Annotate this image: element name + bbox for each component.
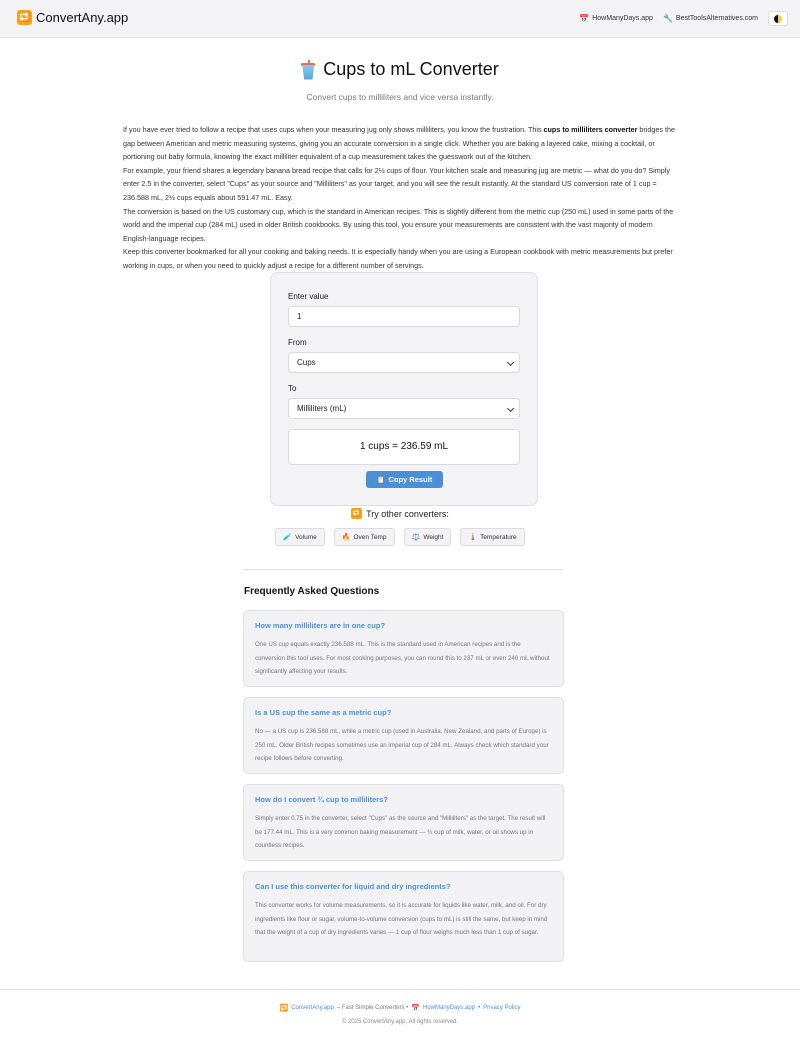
footer-link-howmanydays[interactable]: HowManyDays.app [423,1005,476,1011]
from-selected-value: Cups [297,358,316,367]
chip-label: Volume [295,533,317,541]
page-title-row [0,59,800,80]
footer-link-privacy[interactable]: Privacy Policy [483,1005,521,1011]
repeat-icon: 🔁 [352,509,361,517]
intro-text [123,123,680,273]
chevron-down-icon [507,359,514,366]
footer-tagline: – Fast Simple Converters • [336,1005,409,1011]
calendar-icon: 📅 [579,14,590,23]
intro-paragraph-2: For example, your friend shares a legendary banana bread recipe that calls for 2½ cups of flour. Your kitchen scale and measuring jug are metric — what do you do? Simply enter 2.5 in the converter, select "Cups" as your source and "Milliliters" as your target, and you will see the result instantly. At the standard US conversion rate of 1 cup = 236.588 mL, 2½ cups equals about 591.47 mL. Easy. [123,165,670,202]
section-divider [243,569,564,570]
chip-label: Weight [423,533,444,541]
theme-toggle-button[interactable] [768,11,788,26]
faq-answer: No — a US cup is 236.588 mL, while a metric cup (used in Australia, New Zealand, and parts of Europe) is 250 mL. Older British recipes sometimes use an imperial cup of 284 mL. Always check which standard your recipe follows before converting. [255,728,549,762]
wrench-icon: 🔧 [662,14,673,23]
page-subtitle: Convert cups to milliliters and vice versa instantly. [306,92,494,102]
faq-answer: Simply enter 0.75 in the converter, select "Cups" as the source and "Milliliters" as the target. The result will be 177.44 mL. This is a very common baking measurement — ¾ cup of milk, water, or oil shows up in countless recipes. [255,815,546,849]
chevron-down-icon [507,405,514,412]
copy-result-label: Copy Result [388,475,433,484]
faq-heading: Frequently Asked Questions [244,586,380,597]
value-label: Enter value [288,292,329,301]
site-footer [0,989,800,1041]
thermometer-icon: 🌡️ [468,533,478,541]
copy-result-button[interactable] [366,471,443,488]
faq-item [243,784,564,861]
scale-icon: ⚖️ [411,533,421,541]
converter-chip-oven-temp[interactable] [334,528,395,546]
site-logo-text: ConvertAny.app [36,10,129,25]
converter-chip-temperature[interactable] [460,528,524,546]
conversion-result: 1 cups = 236.59 mL [288,429,520,465]
test-tube-icon: 🧪 [283,533,293,541]
other-converters-label: Try other converters: [366,508,449,519]
intro-paragraph-1: If you have ever tried to follow a recipe that uses cups when your measuring jug only shows milliliters, you know the frustration. This cups to milliliters converter bridges the gap between American and metric measuring systems, giving you an accurate conversion in a single click. Whether you are baking a layered cake, mixing a cocktail, or portioning out baby formula, knowing the exact milliliter equivalent of a cup measurement takes the guesswork out of the kitchen. [123,125,675,162]
faq-question: Is a US cup the same as a metric cup? [255,708,392,717]
half-moon-icon [774,15,782,23]
footer-link-convertany[interactable]: ConvertAny.app [291,1005,334,1011]
nav-link-besttools[interactable] [663,14,758,23]
value-input[interactable]: 1 [288,306,520,327]
intro-paragraph-3: The conversion is based on the US customary cup, which is the standard in American recipes. This is slightly different from the metric cup (250 mL) used in some parts of the world and the imperial cup (284 mL) used in older British cookbooks. By using this tool, you ensure your measurements are consistent with the vast majority of modern English-language recipes. [123,206,674,243]
other-converters-list [0,528,800,546]
faq-question: How many milliliters are in one cup? [255,621,386,630]
page-title: Cups to mL Converter [323,59,499,79]
faq-item [243,610,564,687]
repeat-icon: 🔁 [279,1004,289,1012]
other-converters-title [0,508,800,519]
from-select[interactable] [288,352,520,373]
converter-chip-weight[interactable] [404,528,452,546]
site-header [0,0,800,38]
repeat-icon: 🔁 [18,12,31,23]
footer-links [0,1004,800,1012]
chip-label: Temperature [480,533,517,541]
calendar-icon: 📅 [411,1004,420,1012]
faq-item [243,871,564,962]
to-label: To [288,384,297,393]
converter-card [270,272,538,506]
faq-answer: One US cup equals exactly 236.588 mL. This is the standard used in American recipes and is the conversion this tool uses. For most cooking purposes, you can round this to 237 mL or even 240 mL without significantly affecting your results. [255,641,550,675]
nav-link-howmanydays[interactable] [579,14,653,23]
faq-question: How do I convert ¾ cup to milliliters? [255,795,388,804]
header-nav [579,11,788,26]
faq-item [243,697,564,774]
nav-link-label: BestToolsAlternatives.com [675,15,758,22]
nav-link-label: HowManyDays.app [592,15,653,22]
clipboard-icon: 📋 [376,475,386,484]
intro-paragraph-4: Keep this converter bookmarked for all your cooking and baking needs. It is especially handy when you are using a European cookbook with metric measurements but prefer working in cups, or when you need to quickly adjust a recipe for a different number of servings. [123,247,673,270]
from-label: From [288,338,307,347]
cup-with-straw-icon [301,60,315,80]
to-selected-value: Milliliters (mL) [297,404,347,413]
site-logo[interactable] [17,10,128,25]
chip-label: Oven Temp [353,533,387,541]
to-select[interactable] [288,398,520,419]
footer-separator: • [478,1005,481,1011]
converter-chip-volume[interactable] [275,528,324,546]
footer-copyright: © 2025 ConvertAny.app. All rights reserved. [341,1019,459,1025]
faq-answer: This converter works for volume measurements, so it is accurate for liquids like water, milk, and oil. For dry ingredients like flour or sugar, volume-to-volume conversion (cups to mL) is still the same, but keep in mind that the weight of a cup of dry ingredients varies — 1 cup of flour weighs much less than 1 cup of sugar. [255,902,548,936]
faq-question: Can I use this converter for liquid and dry ingredients? [255,882,451,891]
fire-icon: 🔥 [341,533,351,541]
